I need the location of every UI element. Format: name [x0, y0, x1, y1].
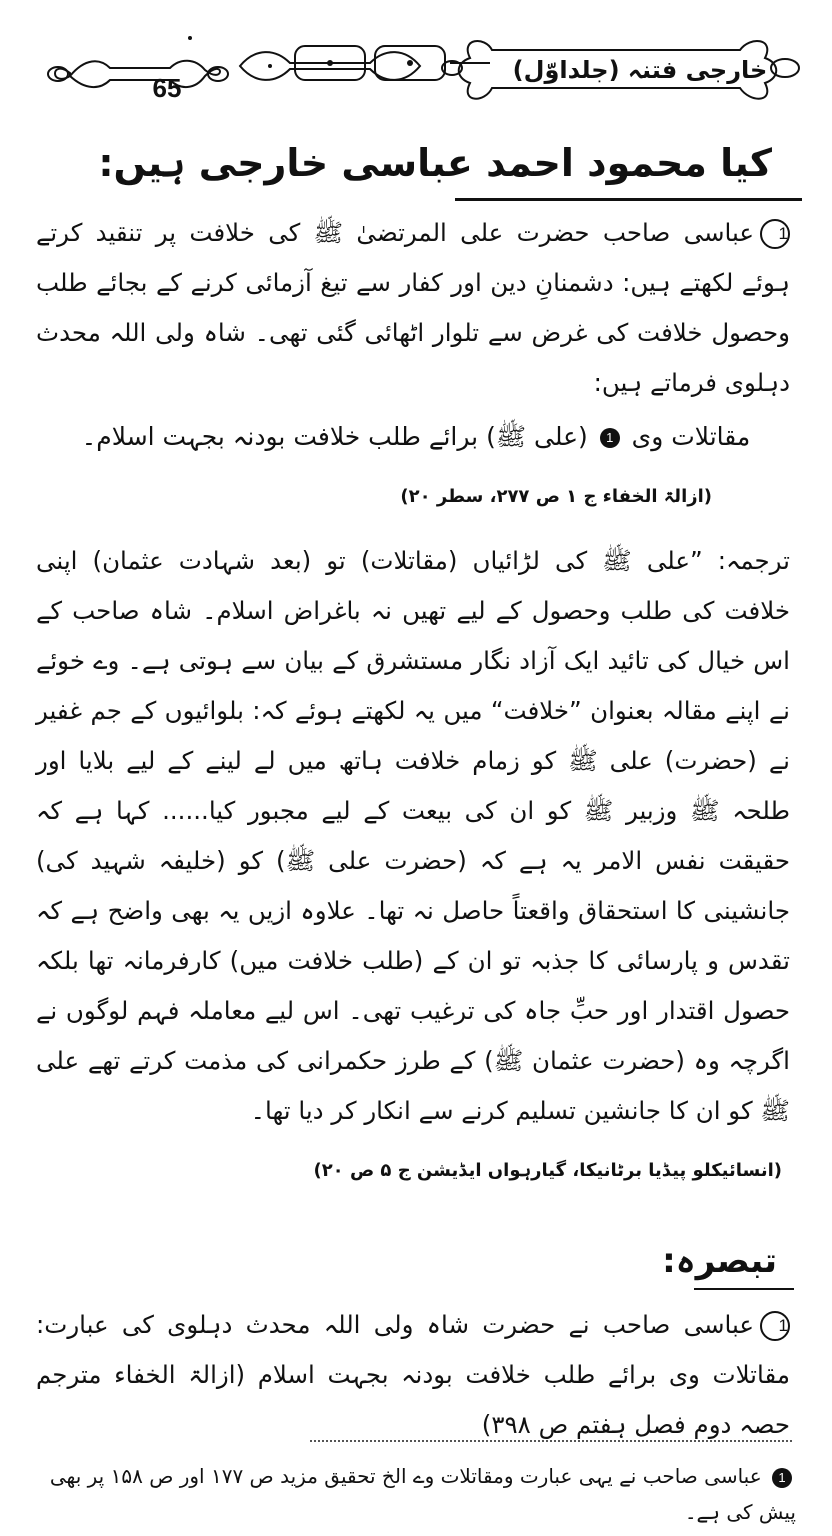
footnote-number: 1	[772, 1468, 792, 1488]
commentary-underline	[694, 1288, 794, 1290]
footnote-divider	[310, 1440, 792, 1442]
section-1-text: عباسی صاحب حضرت علی المرتضیٰ ﷺ کی خلافت پر تنقید کرتے ہوئے لکھتے ہیں: دشمنانِ دین اور کفار سے تیغ آزمائی کرنے کے بجائے طلب وحصول خلافت کی غرض سے تلوار اٹھائی گئی تھی۔ شاہ ولی اللہ محدث دہلوی فرماتے ہیں:	[36, 218, 790, 397]
source-reference-2: (انسائیکلو پیڈیا برٹانیکا، گیارہواں ایڈیشن ج ۵ ص ۲۰)	[313, 1160, 782, 1181]
commentary-paragraph	[36, 1300, 790, 1450]
footnote-marker: 1	[600, 428, 620, 448]
footnote	[36, 1458, 796, 1530]
source-reference-1: (ازالۃ الخفاء ج ۱ ص ۲۷۷، سطر ۲۰)	[400, 486, 712, 507]
page-title: کیا محمود احمد عباسی خارجی ہیں:	[98, 141, 772, 185]
commentary-heading: تبصرہ:	[662, 1241, 777, 1281]
commentary-number-badge: 1	[760, 1311, 790, 1341]
section-number-badge: 1	[760, 219, 790, 249]
commentary-text: عباسی صاحب نے حضرت شاہ ولی اللہ محدث دہلوی کی عبارت: مقاتلات وی برائے طلب خلافت بودنہ بجہت اسلام (ازالۃ الخفاء مترجم حصہ دوم فصل ہفتم ص ۳۹۸)	[36, 1310, 790, 1439]
quote-part-a: مقاتلات وی	[631, 422, 751, 451]
page-header	[40, 18, 810, 108]
translation-paragraph: ترجمہ: ”علی ﷺ کی لڑائیاں (مقاتلات) تو (بعد شہادت عثمان) اپنی خلافت کی طلب وحصول کے لیے تھیں نہ باغراض اسلام۔ شاہ صاحب کے اس خیال کی تائید ایک آزاد نگار مستشرق کے بیان سے ہوتی ہے۔ وے خوئے نے اپنے مقالہ بعنوان ”خلافت“ میں یہ لکھتے ہوئے کہ: بلوائیوں کے جم غفیر نے (حضرت) علی ﷺ کو زمام خلافت ہاتھ میں لے لینے کے لیے بلایا اور طلحہ ﷺ وزبیر ﷺ کو ان کی بیعت کے لیے مجبور کیا...... کہا ہے کہ حقیقت نفس الامر یہ ہے کہ (حضرت علی ﷺ) کو (خلیفہ شہید کی) جانشینی کا استحقاق واقعتاً حاصل نہ تھا۔ علاوہ ازیں یہ بھی واضح ہے کہ تقدس و پارسائی کا جذبہ تو ان کے (طلب خلافت میں) کارفرمانہ تھا بلکہ حصول اقتدار اور حبِّ جاہ کی ترغیب تھی۔ اس لیے معاملہ فہم لوگوں نے اگرچہ وہ (حضرت عثمان ﷺ) کے طرز حکمرانی کی مذمت کرتے تھے علی ﷺ کو ان کا جانشین تسلیم کرنے سے انکار کر دیا تھا۔	[36, 546, 790, 1125]
section-1-paragraph	[36, 208, 790, 408]
running-title: خارجی فتنہ (جلداوّل)	[512, 56, 768, 84]
title-underline	[455, 198, 802, 201]
footnote-text: عباسی صاحب نے یہی عبارت ومقاتلات وے الخ تحقیق مزید ص ۱۷۷ اور ص ۱۵۸ پر بھی پیش کی ہے۔	[49, 1464, 796, 1524]
persian-quote	[36, 412, 796, 462]
page-number: 65	[152, 73, 182, 103]
quote-part-b: (علی ﷺ) برائے طلب خلافت بودنہ بجہت اسلام۔	[81, 422, 588, 451]
